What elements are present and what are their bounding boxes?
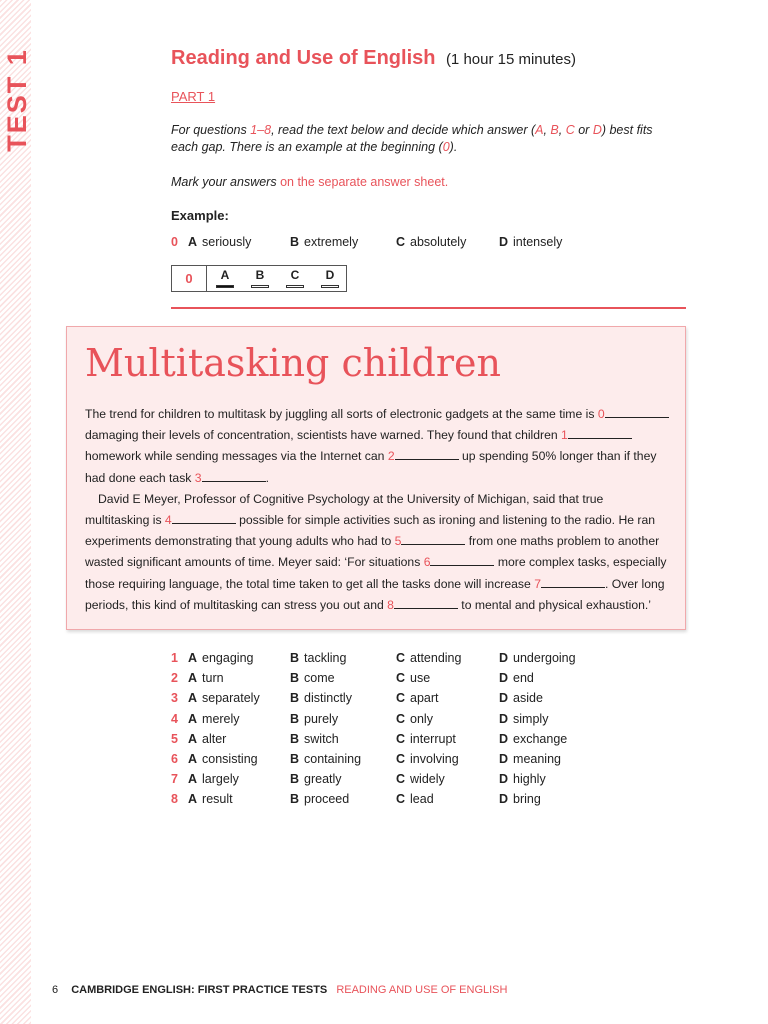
question-option-d: D end — [499, 671, 534, 686]
reading-text-box — [66, 326, 686, 630]
gap-line — [541, 576, 605, 588]
answer-mark-a — [216, 285, 234, 288]
reading-passage: The trend for children to multitask by juggling all sorts of electronic gadgets at the same time is 0 damaging their levels of concentration, scientists have warned. They found that children 1 homework while sending messages via the Internet can 2 up spending 50% longer than if they had done each task 3 . David E Meyer, Professor of Cognitive Psychology at the University of Michigan, said that true multitasking is 4 possible for simple activities such as ironing and listening to the radio. He ran experiments demonstrating that young adults who had to 5 from one maths problem to another wasted significant amounts of time. Meyer said: ‘For situations 6 more complex tasks, especially those requiring language, the total time taken to get all the tasks done will increase 7 . Over long periods, this kind of multitasking can stress you out and 8 to mental and physical exhaustion.’ — [85, 404, 671, 616]
gap-line — [394, 597, 458, 609]
example-option-d: D intensely — [499, 235, 563, 249]
question-number: 8 — [171, 792, 178, 807]
text-title: Multitasking children — [85, 341, 501, 385]
answer-mark-b — [251, 285, 269, 288]
gap-line — [430, 554, 494, 566]
question-number: 4 — [171, 711, 178, 726]
example-option-a: A seriously — [188, 235, 252, 249]
question-option-a: A consisting — [188, 752, 258, 766]
book-title: CAMBRIDGE ENGLISH: FIRST PRACTICE TESTS — [71, 984, 328, 996]
answer-box-number: 0 — [172, 266, 207, 291]
gap-number: 7 — [534, 576, 541, 591]
footer-section: READING AND USE OF ENGLISH — [336, 984, 508, 996]
question-option-b: B switch — [290, 731, 339, 746]
question-option-c: C widely — [396, 772, 445, 787]
question-option-b: B tackling — [290, 651, 347, 665]
question-number: 1 — [171, 651, 178, 665]
page-footer — [52, 984, 507, 996]
question-option-a: A alter — [188, 731, 227, 746]
question-option-c: C use — [396, 671, 431, 686]
example-option-b: B extremely — [290, 235, 359, 249]
answer-letter-a: A — [220, 268, 230, 282]
question-number: 7 — [171, 772, 178, 787]
divider — [171, 307, 686, 309]
example-label: Example: — [171, 208, 229, 223]
instructions: For questions 1–8, read the text below and decide which answer (A, B, C or D) best fits each gap. There is an example at the beginning (0). — [171, 123, 653, 154]
question-option-b: B proceed — [290, 792, 350, 807]
question-option-a: A turn — [188, 671, 224, 686]
question-number: 2 — [171, 671, 178, 686]
gap-number: 5 — [394, 534, 402, 549]
part-heading: PART 1 — [171, 89, 216, 104]
question-option-c: C lead — [396, 792, 434, 807]
gap-line — [172, 512, 236, 524]
mark-instruction: Mark your answers on the separate answer sheet. — [171, 175, 449, 189]
question-option-d: D meaning — [499, 752, 561, 766]
question-option-b: B distinctly — [290, 691, 352, 706]
gap-line — [202, 470, 266, 482]
section-duration: (1 hour 15 minutes) — [445, 51, 577, 68]
gap-number: 0 — [597, 407, 605, 421]
answer-letter-d: D — [325, 268, 335, 282]
gap-number: 1 — [561, 428, 568, 443]
gap-line — [568, 427, 632, 439]
section-title — [171, 47, 576, 70]
question-option-b: B come — [290, 671, 335, 686]
question-option-a: A result — [188, 792, 233, 807]
gap-number: 3 — [194, 470, 202, 485]
question-option-d: D undergoing — [499, 651, 576, 665]
question-option-c: C attending — [396, 651, 462, 665]
gap-number: 8 — [387, 597, 394, 612]
example-option-c: C absolutely — [396, 235, 467, 249]
question-option-b: B containing — [290, 752, 362, 766]
question-option-d: D highly — [499, 772, 546, 787]
test-label: TEST 1 — [2, 48, 32, 152]
question-number: 3 — [171, 691, 178, 706]
gap-number: 2 — [387, 449, 395, 464]
question-option-b: B greatly — [290, 772, 342, 787]
answer-letter-c: C — [290, 268, 300, 282]
question-option-d: D exchange — [499, 731, 568, 746]
gap-number: 6 — [423, 555, 431, 570]
question-number: 5 — [171, 731, 178, 746]
question-option-c: C involving — [396, 752, 459, 766]
question-option-d: D aside — [499, 691, 543, 706]
question-number: 6 — [171, 752, 178, 766]
gap-line — [401, 533, 465, 545]
gap-number: 4 — [164, 513, 172, 528]
example-number: 0 — [171, 235, 178, 249]
page-number: 6 — [52, 984, 59, 996]
question-option-d: D bring — [499, 792, 541, 807]
example-answer-box — [171, 265, 347, 292]
question-option-a: A engaging — [188, 651, 254, 665]
question-option-a: A merely — [188, 711, 240, 726]
question-option-c: C apart — [396, 691, 439, 706]
question-option-d: D simply — [499, 711, 549, 726]
question-option-a: A separately — [188, 691, 260, 706]
answer-mark-d — [321, 285, 339, 288]
gap-line — [605, 406, 669, 418]
gap-line — [395, 448, 459, 460]
question-option-a: A largely — [188, 772, 239, 787]
answer-letter-b: B — [255, 268, 265, 282]
question-option-c: C only — [396, 711, 433, 726]
answer-mark-c — [286, 285, 304, 288]
question-option-c: C interrupt — [396, 731, 456, 746]
section-name: Reading and Use of English — [171, 47, 436, 69]
question-option-b: B purely — [290, 711, 339, 726]
